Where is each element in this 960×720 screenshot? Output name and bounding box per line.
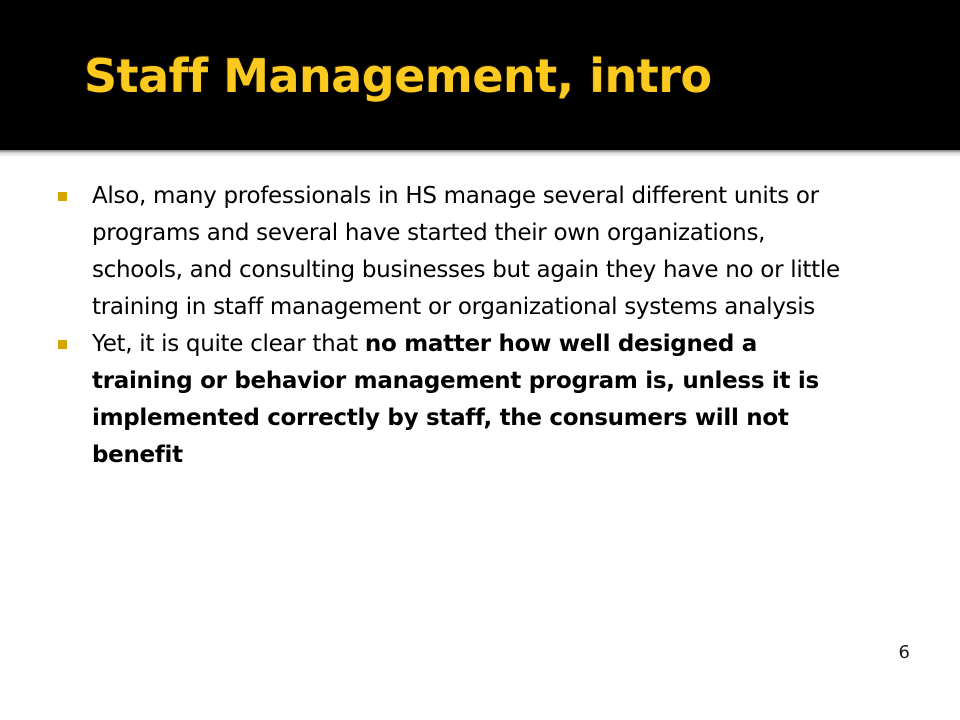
bullet-text: Also, many professionals in HS manage several different units or programs and several have started their own organizations, schools, and consulting businesses but again they have no or little training in staff management or organizational systems analysis bbox=[92, 183, 840, 320]
bullet-item bbox=[58, 326, 858, 474]
title-band bbox=[0, 0, 960, 150]
slide-title: Staff Management, intro bbox=[84, 49, 712, 103]
title-divider bbox=[0, 150, 960, 157]
bullet-text: Yet, it is quite clear that bbox=[92, 331, 365, 357]
square-bullet-icon bbox=[58, 340, 67, 349]
bullet-bold-text: no matter how well designed a training or behavior management program is, unless it is implemented correctly by staff, the consumers will not benefit bbox=[92, 331, 819, 468]
square-bullet-icon bbox=[58, 192, 67, 201]
bullet-item bbox=[58, 178, 858, 326]
slide-content bbox=[58, 178, 858, 474]
slide-number: 6 bbox=[898, 642, 910, 663]
